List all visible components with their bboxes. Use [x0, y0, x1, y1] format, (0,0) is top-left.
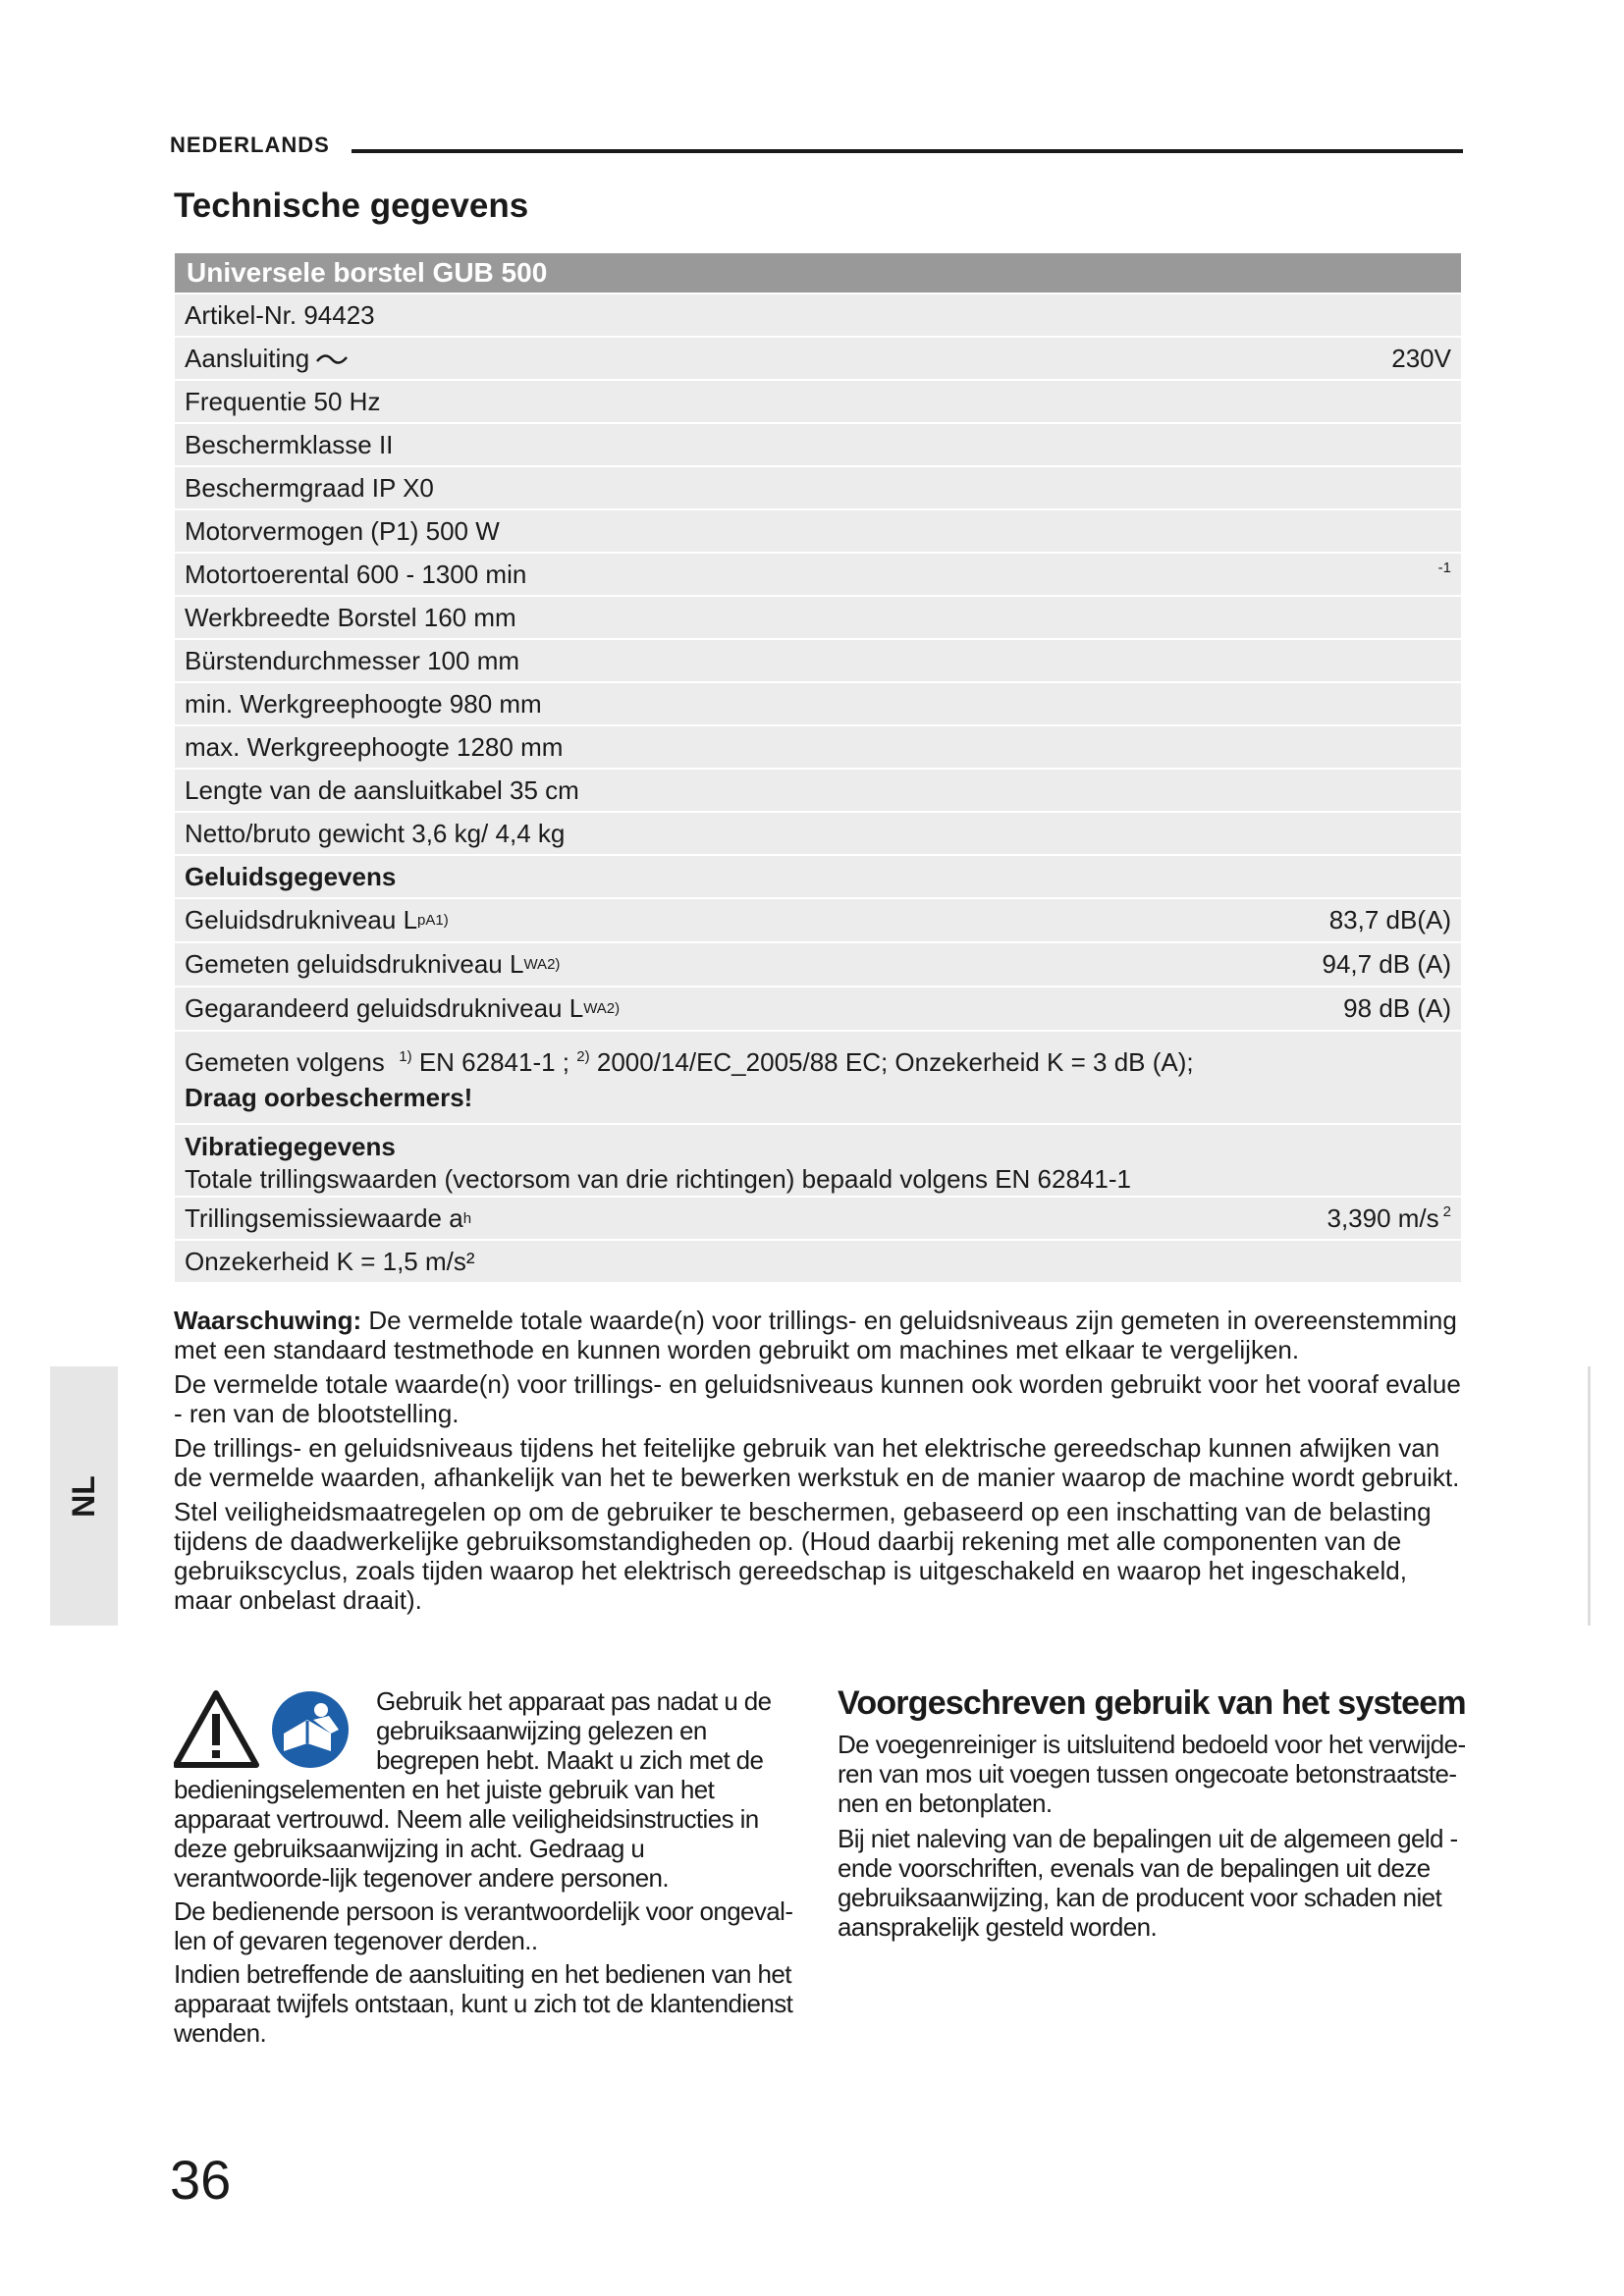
intended-use-p1: De voegenreiniger is uitsluitend bedoeld voor het verwijde-ren van mos uit voegen tussen ongecoate betonstraatste-nen en betonplaten.	[838, 1730, 1466, 1818]
subscript: WA	[583, 1000, 607, 1017]
footnote-ref: 1)	[399, 1048, 412, 1065]
warning-p4: Stel veiligheidsmaatregelen op om de gebruiker te beschermen, gebaseerd op een inschatting van de belasting tijdens de daadwerkelijke gebruiksomstandigheden op. (Houd daarbij rekening met alle componenten van de gebruikscyclus, zoals tijden waarop het elektrisch gereedschap is uitgeschakeld en waarop het ingeschakeld, maar onbelast draait).	[174, 1497, 1432, 1615]
instructions-p1: Gebruik het apparaat pas nadat u de gebruiksaanwijzing gelezen en begrepen hebt. Maakt u zich met de bedieningselementen en het juiste gebruik van het apparaat vertrouwd. Neem alle veiligheidsinstructies in deze gebruiksaanwijzing in acht. Gedraag u verantwoorde-lijk tegenover andere personen.	[174, 1686, 772, 1893]
intended-use-p2: Bij niet naleving van de bepalingen uit de algemeen geld - ende voorschriften, evenals van de bepalingen uit deze gebruiksaanwijzing, kan de producent voor schaden niet aansprakelijk gesteld worden.	[838, 1824, 1458, 1942]
row-value: -1	[1437, 560, 1451, 576]
warning-p3: De trillings- en geluidsniveaus tijdens het feitelijke gebruik van het elektrische gereedschap kunnen afwijken van de vermelde waarden, afhankelijk van het te bewerken werkstuk en de manier waarop de machine wordt gebruikt.	[174, 1433, 1460, 1492]
row-value	[1233, 424, 1461, 465]
row-value	[1233, 467, 1461, 508]
vibration-text: Totale trillingswaarden (vectorsom van drie richtingen) bepaald volgens EN 62841-1	[185, 1164, 1131, 1194]
footnote-ref: 1)	[435, 912, 449, 929]
superscript: 2	[1442, 1203, 1451, 1220]
table-row	[175, 856, 1461, 897]
row-label: Beschermklasse II	[185, 429, 394, 459]
row-value: 98 dB (A)	[1343, 993, 1451, 1023]
footnote-ref: 2)	[547, 956, 561, 973]
row-label: Aansluiting	[185, 343, 310, 373]
row-value	[1233, 726, 1461, 768]
table-row	[175, 1241, 1461, 1282]
language-side-tab	[50, 1366, 118, 1626]
subscript: h	[462, 1209, 472, 1227]
ear-protection-note: Draag oorbeschermers!	[185, 1083, 473, 1112]
row-label: Motortoerental 600 - 1300 min	[185, 559, 527, 589]
table-row	[175, 640, 1461, 681]
warning-section	[174, 1306, 1470, 1620]
standard-2: 2000/14/EC_2005/88 EC; Onzekerheid K = 3 dB (A);	[596, 1047, 1194, 1077]
table-row	[175, 597, 1461, 638]
row-value	[1233, 813, 1461, 854]
subscript: pA	[417, 912, 436, 929]
row-label: Netto/bruto gewicht 3,6 kg/ 4,4 kg	[185, 818, 566, 848]
vibration-block	[175, 1125, 1461, 1196]
table-row	[175, 467, 1461, 508]
row-label: min. Werkgreephoogte 980 mm	[185, 688, 542, 719]
section-language-label: NEDERLANDS	[170, 133, 330, 157]
table-row	[175, 424, 1461, 465]
row-value: 83,7 dB(A)	[1328, 905, 1451, 934]
warning-p1: De vermelde totale waarde(n) voor trillings- en geluidsniveaus zijn gemeten in overeenstemming met een standaard testmethode en kunnen worden gebruikt om machines met elkaar te vergelijken.	[174, 1306, 1457, 1364]
instructions-column	[174, 1686, 802, 2052]
row-label: Motorvermogen (P1) 500 W	[185, 515, 500, 546]
row-value: 94,7 dB (A)	[1322, 949, 1451, 979]
row-label: Trillingsemissiewaarde a	[185, 1202, 463, 1233]
header-rule	[352, 149, 1463, 153]
spec-table-title: Universele borstel GUB 500	[175, 253, 1461, 293]
row-label: Gemeten geluidsdrukniveau L	[185, 949, 524, 979]
row-label: max. Werkgreephoogte 1280 mm	[185, 731, 564, 762]
row-value: 3,390 m/s	[1326, 1202, 1439, 1233]
table-row	[175, 683, 1461, 724]
table-row	[175, 554, 1461, 595]
table-row	[175, 510, 1461, 552]
row-label: Beschermgraad IP X0	[185, 472, 434, 503]
footnote-ref: 2)	[606, 1000, 621, 1017]
row-label: Bürstendurchmesser 100 mm	[185, 645, 520, 675]
standard-1: EN 62841-1 ;	[418, 1047, 570, 1077]
page-number: 36	[170, 2149, 232, 2211]
row-value: 230V	[1391, 343, 1451, 373]
table-row	[175, 381, 1461, 422]
table-row	[175, 770, 1461, 811]
spec-table	[175, 253, 1461, 1284]
row-label: Artikel-Nr. 94423	[185, 299, 375, 330]
instructions-p2: De bedienende persoon is verantwoordelijk voor ongeval-len of gevaren tegenover derden..	[174, 1896, 793, 1955]
row-value	[1233, 381, 1461, 422]
row-value	[1233, 683, 1461, 724]
table-row	[175, 1198, 1461, 1239]
table-row	[175, 338, 1461, 379]
warning-p2: De vermelde totale waarde(n) voor trillings- en geluidsniveaus kunnen ook worden gebruikt voor het vooraf evalue - ren van de blootstelling.	[174, 1369, 1461, 1428]
standards-prefix: Gemeten volgens	[185, 1047, 385, 1077]
row-value	[1233, 510, 1461, 552]
table-row	[175, 726, 1461, 768]
row-label: Lengte van de aansluitkabel 35 cm	[185, 774, 579, 805]
subscript: WA	[523, 956, 548, 973]
table-row	[175, 943, 1461, 986]
row-label: Werkbreedte Borstel 160 mm	[185, 602, 516, 632]
alternating-current-icon	[315, 344, 349, 374]
table-row	[175, 813, 1461, 854]
sound-heading: Geluidsgegevens	[185, 861, 397, 891]
row-label: Onzekerheid K = 1,5 m/s²	[185, 1246, 475, 1276]
row-label: Gegarandeerd geluidsdrukniveau L	[185, 993, 584, 1023]
vibration-heading: Vibratiegegevens	[185, 1132, 396, 1161]
row-value	[1233, 597, 1461, 638]
row-label: Geluidsdrukniveau L	[185, 905, 418, 934]
table-row	[175, 294, 1461, 336]
row-value	[1233, 294, 1461, 336]
warning-lead: Waarschuwing:	[174, 1306, 362, 1335]
instructions-p3: Indien betreffende de aansluiting en het bedienen van het apparaat twijfels ontstaan, kunt u zich tot de klantendienst wenden.	[174, 1959, 793, 2048]
page-title: Technische gegevens	[174, 187, 529, 225]
row-label: Frequentie 50 Hz	[185, 386, 381, 416]
language-side-tab-label: NL	[66, 1474, 101, 1518]
measurement-standards	[175, 1032, 1461, 1123]
row-value	[1233, 640, 1461, 681]
table-row	[175, 899, 1461, 941]
intended-use-title: Voorgeschreven gebruik van het systeem	[838, 1684, 1466, 1722]
table-row	[175, 988, 1461, 1030]
footnote-ref: 2)	[576, 1048, 590, 1065]
side-rule	[1588, 1366, 1591, 1626]
row-value	[1233, 770, 1461, 811]
intended-use-column	[838, 1730, 1466, 1948]
